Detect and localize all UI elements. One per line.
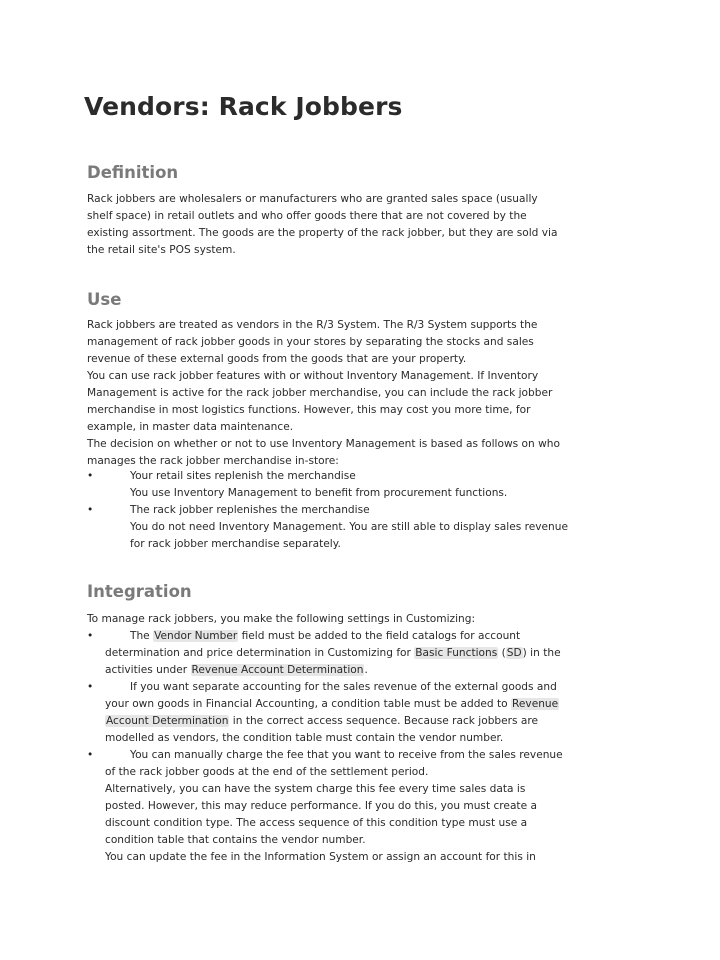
definition-heading: Definition <box>87 163 179 182</box>
text-line: Management is active for the rack jobber merchandise, you can include the rack jobber <box>87 387 553 399</box>
link-basic-functions[interactable]: Basic Functions <box>415 647 498 659</box>
bullet-icon: • <box>87 630 94 642</box>
integration-bullet-2 <box>87 679 647 747</box>
definition-paragraph <box>87 191 647 259</box>
text-line: management of rack jobber goods in your stores by separating the stocks and sales <box>87 336 534 348</box>
bullet-icon: • <box>87 470 94 482</box>
text-line: modelled as vendors, the condition table must contain the vendor number. <box>105 732 504 744</box>
bullet-detail: for rack jobber merchandise separately. <box>130 538 341 550</box>
link-revenue-account-determination[interactable]: Revenue Account Determination <box>191 664 364 676</box>
text-line: existing assortment. The goods are the property of the rack jobber, but they are sold via <box>87 227 558 239</box>
bullet-icon: • <box>87 749 94 761</box>
use-bullet-2 <box>87 502 647 553</box>
text-line: You can use rack jobber features with or without Inventory Management. If Inventory <box>87 370 539 382</box>
bullet-icon: • <box>87 504 94 516</box>
text-line: Alternatively, you can have the system charge this fee every time sales data is <box>105 783 526 795</box>
text-line: If you want separate accounting for the sales revenue of the external goods and <box>130 681 557 693</box>
integration-bullet-1 <box>87 628 647 679</box>
text-line: determination and price determination in Customizing for Basic Functions (SD) in the <box>105 647 561 659</box>
text-line: Rack jobbers are treated as vendors in the R/3 System. The R/3 System supports the <box>87 319 538 331</box>
integration-bullet-3 <box>87 747 647 866</box>
text-line: The decision on whether or not to use Inventory Management is based as follows on who <box>87 438 560 450</box>
use-paragraph <box>87 317 647 470</box>
text-line: To manage rack jobbers, you make the following settings in Customizing: <box>87 613 476 625</box>
bullet-detail: You do not need Inventory Management. You are still able to display sales revenue <box>130 521 569 533</box>
integration-heading: Integration <box>87 582 192 601</box>
text-line: manages the rack jobber merchandise in-store: <box>87 455 339 467</box>
text-line: revenue of these external goods from the goods that are your property. <box>87 353 467 365</box>
text-line: discount condition type. The access sequence of this condition type must use a <box>105 817 528 829</box>
text-line: You can manually charge the fee that you want to receive from the sales revenue <box>130 749 563 761</box>
text-line: example, in master data maintenance. <box>87 421 294 433</box>
bullet-detail: You use Inventory Management to benefit from procurement functions. <box>130 487 508 499</box>
use-bullet-1 <box>87 468 647 502</box>
link-vendor-number[interactable]: Vendor Number <box>154 630 238 642</box>
text-line: condition table that contains the vendor number. <box>105 834 366 846</box>
link-account-determination[interactable]: Account Determination <box>106 715 229 727</box>
text-line: shelf space) in retail outlets and who offer goods there that are not covered by the <box>87 210 527 222</box>
link-sd[interactable]: SD <box>506 647 522 659</box>
page-title: Vendors: Rack Jobbers <box>84 92 403 121</box>
bullet-lead: Your retail sites replenish the merchandise <box>130 470 356 482</box>
link-revenue[interactable]: Revenue <box>512 698 559 710</box>
use-heading: Use <box>87 290 122 309</box>
text-line: Account Determination in the correct access sequence. Because rack jobbers are <box>106 715 539 727</box>
text-line: your own goods in Financial Accounting, a condition table must be added to Revenue <box>105 698 559 710</box>
text-line: posted. However, this may reduce performance. If you do this, you must create a <box>105 800 537 812</box>
text-line: You can update the fee in the Information System or assign an account for this in <box>105 851 536 863</box>
text-line: The Vendor Number field must be added to the field catalogs for account <box>130 630 521 642</box>
text-line: activities under Revenue Account Determination. <box>105 664 368 676</box>
bullet-icon: • <box>87 681 94 693</box>
text-line: merchandise in most logistics functions. However, this may cost you more time, for <box>87 404 531 416</box>
text-line: the retail site's POS system. <box>87 244 236 256</box>
integration-intro <box>87 611 647 628</box>
text-line: Rack jobbers are wholesalers or manufacturers who are granted sales space (usually <box>87 193 538 205</box>
bullet-lead: The rack jobber replenishes the merchandise <box>130 504 370 516</box>
text-line: of the rack jobber goods at the end of the settlement period. <box>105 766 429 778</box>
